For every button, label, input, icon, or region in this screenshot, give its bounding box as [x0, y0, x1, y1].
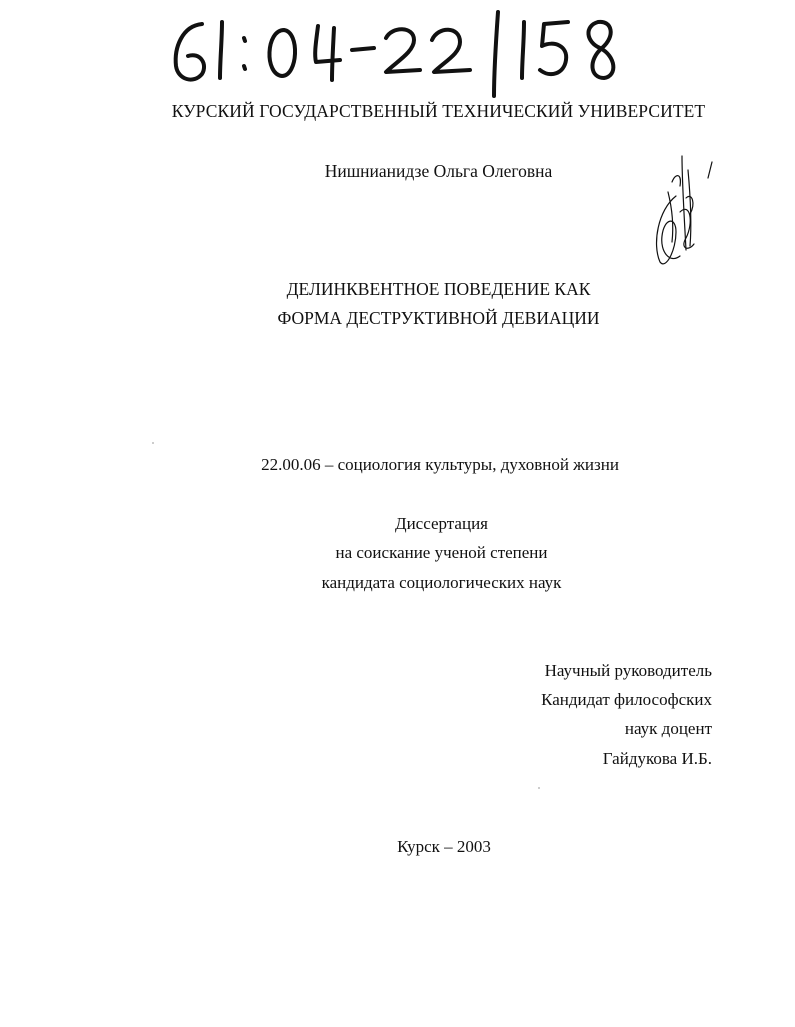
university-name: КУРСКИЙ ГОСУДАРСТВЕННЫЙ ТЕХНИЧЕСКИЙ УНИВЕРСИТЕТ	[171, 101, 706, 121]
degree-line-1: Диссертация	[394, 514, 488, 533]
supervisor-rank: наук доцент	[624, 719, 712, 738]
scan-speck	[152, 442, 154, 444]
supervisor-name: Гайдукова И.Б.	[602, 749, 712, 768]
specialty-code: 22.00.06 – социология культуры, духовной жизни	[261, 455, 619, 474]
supervisor-label: Научный руководитель	[544, 661, 712, 680]
dissertation-title-line-2: ФОРМА ДЕСТРУКТИВНОЙ ДЕВИАЦИИ	[277, 308, 600, 328]
handwritten-archive-code	[160, 8, 630, 98]
supervisor-degree: Кандидат философских	[541, 690, 712, 709]
dissertation-title-line-1: ДЕЛИНКВЕНТНОЕ ПОВЕДЕНИЕ КАК	[286, 279, 591, 299]
scan-speck	[538, 787, 540, 789]
city-year: Курск – 2003	[397, 837, 491, 856]
handwritten-signature	[646, 152, 718, 272]
degree-line-2: на соискание ученой степени	[335, 543, 548, 562]
author-name: Нишнианидзе Ольга Олеговна	[324, 161, 553, 181]
degree-line-3: кандидата социологических наук	[321, 573, 562, 592]
